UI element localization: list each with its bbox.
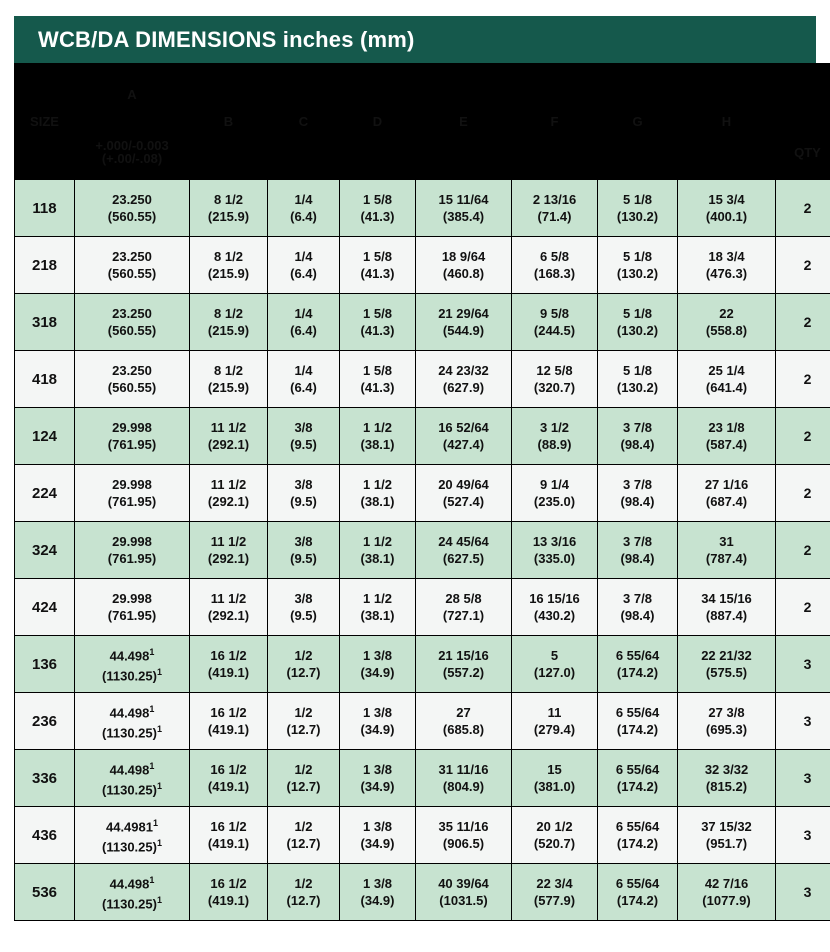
cell-size: 236: [15, 693, 75, 750]
cell-a: 23.250 (560.55): [75, 180, 190, 237]
cell-size: 424: [15, 579, 75, 636]
cell-h: 27 1/16 (687.4): [678, 465, 776, 522]
cell-qty: 2: [776, 522, 830, 579]
cell-g: 5 1/8 (130.2): [598, 237, 678, 294]
column-header-e: E: [416, 64, 512, 180]
column-header-h: H: [678, 64, 776, 180]
cell-qty: 2: [776, 408, 830, 465]
column-header-f: F: [512, 64, 598, 180]
cell-f: 20 1/2 (520.7): [512, 807, 598, 864]
cell-d: 1 5/8 (41.3): [340, 351, 416, 408]
table-row: [15, 237, 830, 294]
cell-f: 2 13/16 (71.4): [512, 180, 598, 237]
cell-b: 16 1/2 (419.1): [190, 636, 268, 693]
cell-b: 16 1/2 (419.1): [190, 864, 268, 921]
cell-a: 29.998 (761.95): [75, 579, 190, 636]
cell-b: 16 1/2 (419.1): [190, 693, 268, 750]
cell-a: 29.998 (761.95): [75, 408, 190, 465]
cell-e: 28 5/8 (727.1): [416, 579, 512, 636]
cell-d: 1 3/8 (34.9): [340, 636, 416, 693]
cell-c: 3/8 (9.5): [268, 465, 340, 522]
column-header-size: SIZE: [15, 64, 75, 180]
cell-qty: 3: [776, 636, 830, 693]
cell-d: 1 3/8 (34.9): [340, 750, 416, 807]
cell-qty: 3: [776, 807, 830, 864]
cell-qty: 2: [776, 351, 830, 408]
cell-qty: 3: [776, 864, 830, 921]
cell-size: 418: [15, 351, 75, 408]
cell-size: 118: [15, 180, 75, 237]
cell-h: 18 3/4 (476.3): [678, 237, 776, 294]
column-header-d: D: [340, 64, 416, 180]
cell-a: 23.250 (560.55): [75, 294, 190, 351]
cell-e: 15 11/64 (385.4): [416, 180, 512, 237]
column-header-blank: [776, 64, 830, 125]
cell-qty: 3: [776, 693, 830, 750]
cell-a: 44.498$^1$ $(1130.25)^1$: [75, 750, 190, 807]
cell-size: 136: [15, 636, 75, 693]
cell-b: 8 1/2 (215.9): [190, 180, 268, 237]
cell-a: 44.498$^1$ $(1130.25)^1$: [75, 636, 190, 693]
cell-f: 16 15/16 (430.2): [512, 579, 598, 636]
column-header-a: A: [75, 64, 190, 125]
cell-b: 11 1/2 (292.1): [190, 408, 268, 465]
cell-d: 1 1/2 (38.1): [340, 579, 416, 636]
table-row: [15, 408, 830, 465]
cell-e: 24 45/64 (627.5): [416, 522, 512, 579]
cell-g: 6 55/64 (174.2): [598, 807, 678, 864]
cell-e: 24 23/32 (627.9): [416, 351, 512, 408]
column-header-g: G: [598, 64, 678, 180]
cell-b: 11 1/2 (292.1): [190, 579, 268, 636]
cell-g: 6 55/64 (174.2): [598, 750, 678, 807]
cell-h: 37 15/32 (951.7): [678, 807, 776, 864]
cell-e: 21 15/16 (557.2): [416, 636, 512, 693]
table-row: [15, 750, 830, 807]
cell-f: 9 5/8 (244.5): [512, 294, 598, 351]
tolerance-a-line1: +.000/-0.003: [95, 138, 169, 153]
cell-d: 1 5/8 (41.3): [340, 237, 416, 294]
cell-g: 3 7/8 (98.4): [598, 408, 678, 465]
cell-a: 44.498$^1$ $(1130.25)^1$: [75, 864, 190, 921]
cell-qty: 2: [776, 465, 830, 522]
cell-qty: 2: [776, 579, 830, 636]
cell-h: 31 (787.4): [678, 522, 776, 579]
cell-a: 44.498$^1$ $(1130.25)^1$: [75, 693, 190, 750]
cell-size: 318: [15, 294, 75, 351]
cell-f: 9 1/4 (235.0): [512, 465, 598, 522]
table-body: [15, 180, 830, 921]
column-header-qty: QTY: [776, 125, 830, 180]
table-row: [15, 636, 830, 693]
cell-g: 3 7/8 (98.4): [598, 579, 678, 636]
cell-b: 8 1/2 (215.9): [190, 237, 268, 294]
cell-f: 11 (279.4): [512, 693, 598, 750]
table-row: [15, 180, 830, 237]
cell-g: 5 1/8 (130.2): [598, 180, 678, 237]
cell-qty: 2: [776, 180, 830, 237]
cell-c: 1/4 (6.4): [268, 180, 340, 237]
cell-c: 1/2 (12.7): [268, 864, 340, 921]
cell-size: 124: [15, 408, 75, 465]
cell-c: 1/4 (6.4): [268, 351, 340, 408]
cell-h: 27 3/8 (695.3): [678, 693, 776, 750]
cell-size: 324: [15, 522, 75, 579]
cell-f: 6 5/8 (168.3): [512, 237, 598, 294]
cell-f: 12 5/8 (320.7): [512, 351, 598, 408]
cell-size: 336: [15, 750, 75, 807]
cell-d: 1 3/8 (34.9): [340, 693, 416, 750]
cell-g: 5 1/8 (130.2): [598, 351, 678, 408]
cell-g: 6 55/64 (174.2): [598, 693, 678, 750]
cell-e: 40 39/64 (1031.5): [416, 864, 512, 921]
cell-f: 13 3/16 (335.0): [512, 522, 598, 579]
cell-d: 1 1/2 (38.1): [340, 465, 416, 522]
column-header-b: B: [190, 64, 268, 180]
cell-qty: 3: [776, 750, 830, 807]
cell-c: 1/2 (12.7): [268, 807, 340, 864]
table-row: [15, 351, 830, 408]
cell-e: 16 52/64 (427.4): [416, 408, 512, 465]
cell-c: 3/8 (9.5): [268, 522, 340, 579]
cell-d: 1 1/2 (38.1): [340, 522, 416, 579]
cell-b: 8 1/2 (215.9): [190, 294, 268, 351]
cell-a: 29.998 (761.95): [75, 522, 190, 579]
cell-h: 23 1/8 (587.4): [678, 408, 776, 465]
cell-g: 5 1/8 (130.2): [598, 294, 678, 351]
cell-d: 1 3/8 (34.9): [340, 807, 416, 864]
cell-c: 3/8 (9.5): [268, 579, 340, 636]
cell-h: 22 (558.8): [678, 294, 776, 351]
cell-c: 1/2 (12.7): [268, 750, 340, 807]
cell-a: 23.250 (560.55): [75, 237, 190, 294]
cell-g: 6 55/64 (174.2): [598, 636, 678, 693]
dimensions-table: [14, 63, 830, 921]
cell-f: 22 3/4 (577.9): [512, 864, 598, 921]
cell-b: 11 1/2 (292.1): [190, 465, 268, 522]
cell-d: 1 1/2 (38.1): [340, 408, 416, 465]
table-row: [15, 807, 830, 864]
cell-g: 3 7/8 (98.4): [598, 465, 678, 522]
cell-c: 3/8 (9.5): [268, 408, 340, 465]
cell-h: 32 3/32 (815.2): [678, 750, 776, 807]
cell-f: 15 (381.0): [512, 750, 598, 807]
table-header: [15, 64, 830, 180]
cell-qty: 2: [776, 237, 830, 294]
cell-a: 29.998 (761.95): [75, 465, 190, 522]
table-row: [15, 465, 830, 522]
cell-a: 44.4981$^1$ $(1130.25)^1$: [75, 807, 190, 864]
cell-e: 27 (685.8): [416, 693, 512, 750]
cell-b: 16 1/2 (419.1): [190, 807, 268, 864]
cell-g: 3 7/8 (98.4): [598, 522, 678, 579]
tolerance-a-line2: (+.00/-.08): [101, 151, 163, 166]
cell-e: 21 29/64 (544.9): [416, 294, 512, 351]
cell-h: 25 1/4 (641.4): [678, 351, 776, 408]
cell-b: 11 1/2 (292.1): [190, 522, 268, 579]
table-row: [15, 693, 830, 750]
cell-h: 22 21/32 (575.5): [678, 636, 776, 693]
cell-h: 42 7/16 (1077.9): [678, 864, 776, 921]
table-row: [15, 579, 830, 636]
cell-d: 1 3/8 (34.9): [340, 864, 416, 921]
cell-f: 5 (127.0): [512, 636, 598, 693]
tolerance-a: [75, 125, 190, 180]
cell-c: 1/4 (6.4): [268, 294, 340, 351]
cell-e: 31 11/16 (804.9): [416, 750, 512, 807]
cell-b: 16 1/2 (419.1): [190, 750, 268, 807]
cell-size: 218: [15, 237, 75, 294]
cell-b: 8 1/2 (215.9): [190, 351, 268, 408]
cell-e: 20 49/64 (527.4): [416, 465, 512, 522]
dimensions-sheet: [14, 16, 821, 921]
cell-e: 18 9/64 (460.8): [416, 237, 512, 294]
column-header-c: C: [268, 64, 340, 180]
cell-size: 436: [15, 807, 75, 864]
header-row-letters: [15, 64, 830, 125]
cell-size: 224: [15, 465, 75, 522]
cell-f: 3 1/2 (88.9): [512, 408, 598, 465]
cell-e: 35 11/16 (906.5): [416, 807, 512, 864]
table-row: [15, 294, 830, 351]
cell-d: 1 5/8 (41.3): [340, 180, 416, 237]
cell-c: 1/2 (12.7): [268, 636, 340, 693]
cell-h: 15 3/4 (400.1): [678, 180, 776, 237]
page-title: WCB/DA DIMENSIONS inches (mm): [14, 16, 816, 63]
cell-c: 1/4 (6.4): [268, 237, 340, 294]
cell-size: 536: [15, 864, 75, 921]
table-row: [15, 522, 830, 579]
cell-c: 1/2 (12.7): [268, 693, 340, 750]
cell-g: 6 55/64 (174.2): [598, 864, 678, 921]
table-row: [15, 864, 830, 921]
cell-qty: 2: [776, 294, 830, 351]
cell-d: 1 5/8 (41.3): [340, 294, 416, 351]
cell-h: 34 15/16 (887.4): [678, 579, 776, 636]
cell-a: 23.250 (560.55): [75, 351, 190, 408]
